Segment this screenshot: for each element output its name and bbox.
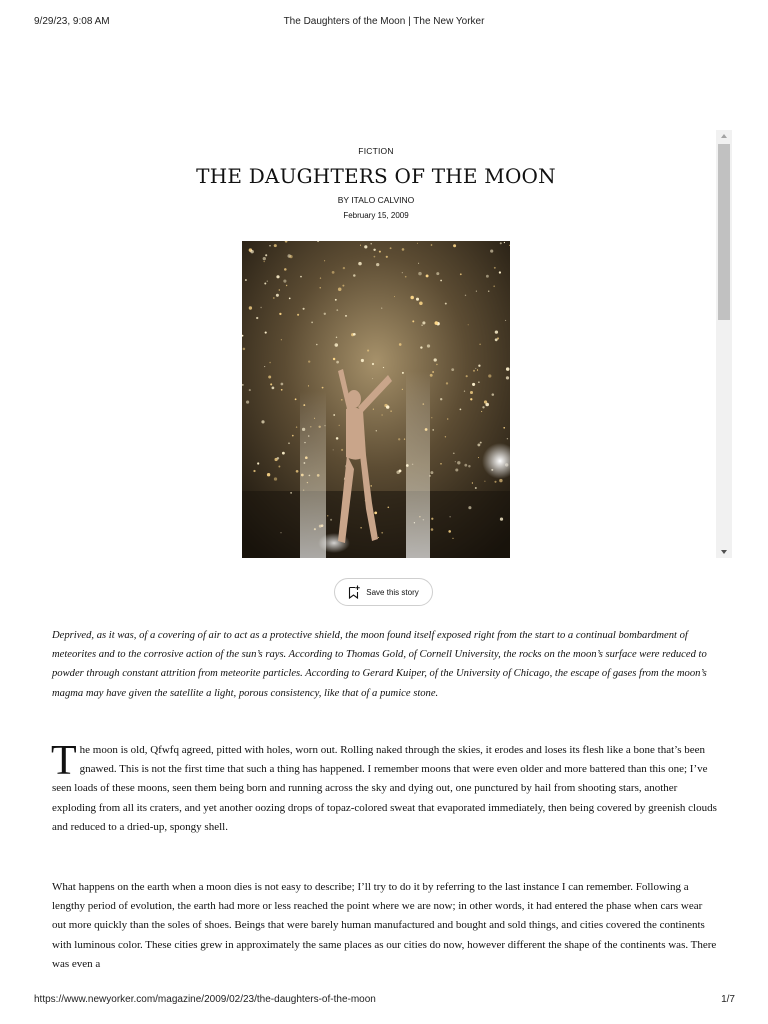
scroll-down-arrow-icon[interactable] (721, 550, 727, 554)
article-byline[interactable]: BY ITALO CALVINO (337, 195, 415, 205)
image-scrollbar[interactable] (716, 130, 732, 558)
article-dek: Deprived, as it was, of a covering of air to act as a protective shield, the moon found itself exposed right from the start to a continual bombardment of meteorites and to the corrosive action of the sun’s rays. According to Thomas Gold, of Cornell University, the rocks on the moon’s surface were reduced to powder through constant attrition from meteorite particles. According to Gerard Kuiper, of the University of Chicago, the escape of gases from the moon’s magma may have given the satellite a light, porous consistency, like that of a pumice stone. (52, 630, 707, 699)
scrollbar-thumb[interactable] (718, 144, 730, 320)
scroll-up-arrow-icon[interactable] (721, 134, 727, 138)
publication-date: February 15, 2009 (343, 211, 409, 220)
section-rubric[interactable]: FICTION (358, 146, 394, 156)
paragraph-text: he moon is old, Qfwfq agreed, pitted with holes, worn out. Rolling naked through the skies, it erodes and loses its flesh like a bone that’s been gnawed. This is not the first time that such a thing has happened. I remember moons that were even older and more battered than this one; I’ve seen loads of these moons, seen them being born and running across the sky and dying out, one punctured by hail from shooting stars, another exploding from all its craters, and yet another oozing drops of topaz-colored sweat that evaporated immediately, then being covered by greenish clouds and reduced to a dried-up, spongy shell. (52, 744, 717, 833)
print-header (0, 16, 768, 30)
article-photo (242, 241, 510, 558)
save-story-label: Save this story (366, 587, 419, 597)
save-story-button[interactable] (334, 578, 433, 606)
drop-cap: T (51, 738, 77, 784)
print-page-number: 1/7 (721, 994, 735, 1005)
body-paragraph: What happens on the earth when a moon dies is not easy to describe; I’ll try to do it by referring to the last instance I can remember. Following a lengthy period of evolution, the earth had more or less reached the point where we are now; in other words, it had entered the phase when cars wear out more quickly than the soles of shoes. Beings that were barely human manufactured and bought and sold things, and cities covered the continents with luminous color. These cities grew in approximately the same places as our cities do now, however different the shape of the continents was. There was even a (52, 881, 717, 970)
body-paragraph (51, 738, 718, 837)
print-url: https://www.newyorker.com/magazine/2009/02/23/the-daughters-of-the-moon (34, 994, 376, 1005)
bookmark-plus-icon (348, 585, 360, 599)
print-page-title: The Daughters of the Moon | The New Yorker (283, 16, 485, 27)
article-headline: THE DAUGHTERS OF THE MOON (196, 164, 556, 188)
print-timestamp: 9/29/23, 9:08 AM (34, 16, 110, 27)
print-footer (0, 994, 768, 1008)
